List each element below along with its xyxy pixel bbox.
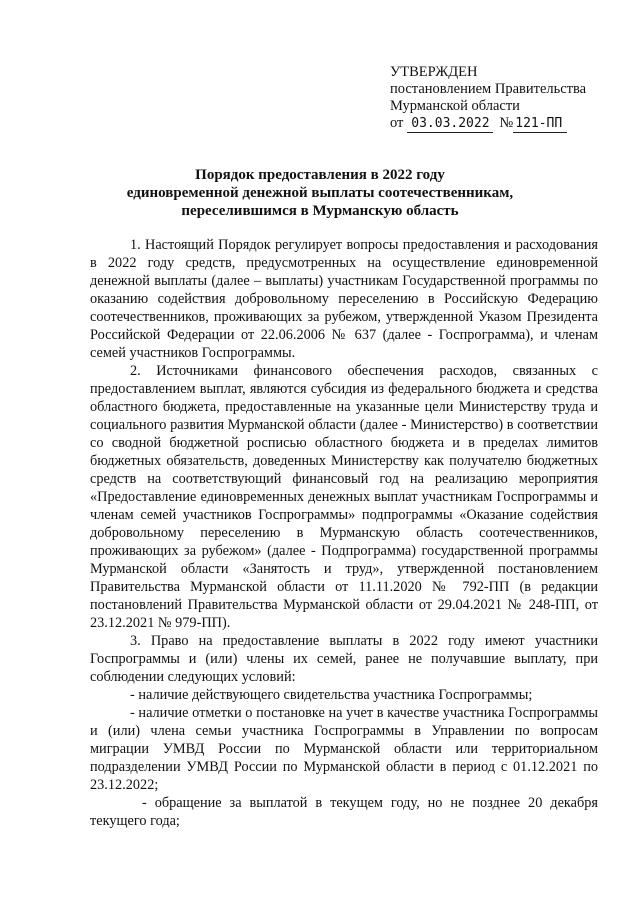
condition-item-2: - наличие отметки о постановке на учет в качестве участника Госпрограммы и (или) члена семьи участника Госпрограммы в Управлении по вопросам миграции УМВД России по Мурманской области или территориальном подразделении УМВД России по Мурманской области в период с 01.12.2021 по 23.12.2022; — [90, 705, 598, 793]
condition-item-3: - обращение за выплатой в текущем году, но не позднее 20 декабря текущего года; — [90, 795, 598, 829]
paragraph-3: 3. Право на предоставление выплаты в 2022 году имеют участники Госпрограммы и (или) члены их семей, ранее не получавшие выплату, при соблюдении следующих условий: — [90, 633, 598, 685]
date-stamp: 03.03.2022 — [407, 115, 493, 133]
paragraph-2: 2. Источниками финансового обеспечения расходов, связанных с предоставлением выплат, являются субсидия из федерального бюджета и средства областного бюджета, предоставленные на указанные цели Министерству труда и социального развития Мурманской области (далее - Министерство) в соответствии со сводной бюджетной росписью областного бюджета и в пределах лимитов бюджетных обязательств, доведенных Министерству как получателю бюджетных средств на соответствующий финансовый год на реализацию мероприятия «Предоставление единовременных денежных выплат участникам Госпрограммы и членам семей участников Госпрограммы» подпрограммы «Оказание содействия добровольному переселению в Мурманскую область соотечественников, проживающих за рубежом» (далее - Подпрограмма) государственной программы Мурманской области «Занятость и труд», утвержденной постановлением Правительства Мурманской области от 11.11.2020 № 792-ПП (в редакции постановлений Правительства Мурманской области от 29.04.2021 № 248-ПП, от 23.12.2021 № 979-ПП). — [90, 363, 598, 631]
approval-line-2: Мурманской области — [390, 98, 520, 114]
approval-status: УТВЕРЖДЕН — [390, 64, 478, 80]
condition-item-1: - наличие действующего свидетельства участника Госпрограммы; — [130, 687, 533, 703]
approval-line-1: постановлением Правительства — [390, 81, 587, 97]
title-line-1: Порядок предоставления в 2022 году — [195, 167, 445, 183]
title-line-2: единовременной денежной выплаты соотечественникам, — [126, 185, 514, 201]
title-line-3: переселившимся в Мурманскую область — [181, 203, 459, 219]
paragraph-1: 1. Настоящий Порядок регулирует вопросы предоставления и расходования в 2022 году средств, предусмотренных на осуществление единовременной денежной выплаты (далее – выплаты) участникам Государственной программы по оказанию содействия добровольному переселению в Российскую Федерацию соотечественников, проживающих за рубежом, утвержденной Указом Президента Российской Федерации от 22.06.2006 № 637 (далее - Госпрограмма), и членам семей участников Госпрограммы. — [90, 237, 598, 361]
date-prefix: от — [390, 115, 404, 131]
document-body — [90, 236, 598, 830]
approval-date-row — [390, 115, 586, 133]
number-prefix: № — [499, 115, 514, 131]
approval-block — [390, 64, 586, 133]
document-title — [60, 166, 580, 220]
number-stamp: 121-ПП — [513, 115, 567, 133]
